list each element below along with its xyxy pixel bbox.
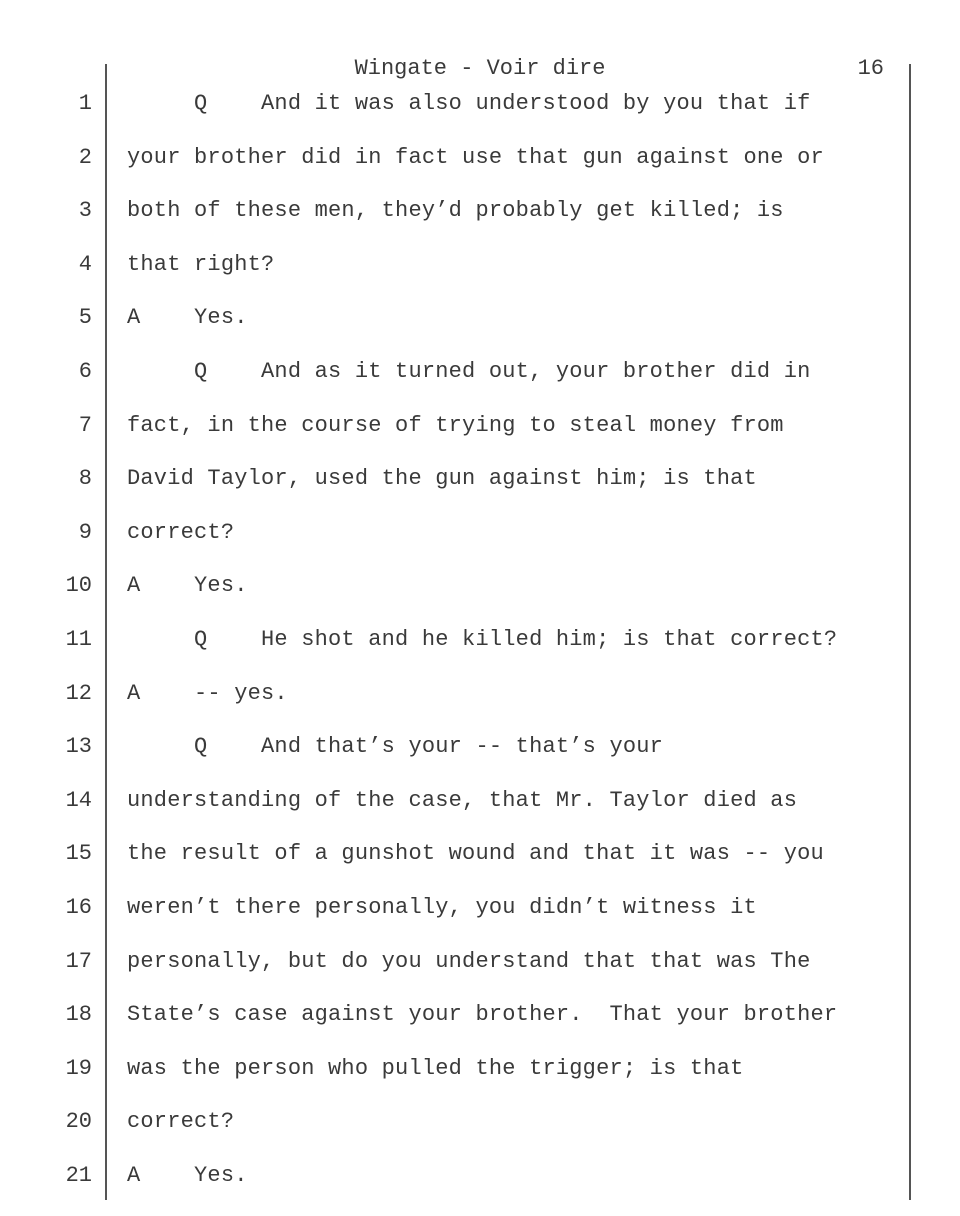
line-number: 8 bbox=[78, 466, 92, 492]
line-number: 6 bbox=[78, 358, 92, 384]
line-number: 20 bbox=[65, 1109, 92, 1135]
line-text: David Taylor, used the gun against him; is that bbox=[127, 466, 757, 492]
transcript-line bbox=[0, 681, 960, 735]
line-number: 7 bbox=[78, 412, 92, 438]
line-number: 16 bbox=[65, 894, 92, 920]
line-text: A Yes. bbox=[127, 1162, 248, 1188]
line-text: A Yes. bbox=[127, 305, 248, 331]
line-number: 19 bbox=[65, 1055, 92, 1081]
line-number: 2 bbox=[78, 144, 92, 170]
transcript-line bbox=[0, 1163, 960, 1216]
transcript-line bbox=[0, 895, 960, 949]
line-number: 14 bbox=[65, 787, 92, 813]
line-number: 5 bbox=[78, 305, 92, 331]
line-text: your brother did in fact use that gun against one or bbox=[127, 144, 824, 170]
line-text: Q And it was also understood by you that if bbox=[127, 91, 811, 116]
line-number: 4 bbox=[78, 251, 92, 277]
line-number: 9 bbox=[78, 519, 92, 545]
transcript-line bbox=[0, 1002, 960, 1056]
line-text: correct? bbox=[127, 1109, 235, 1135]
line-number: 18 bbox=[65, 1002, 92, 1028]
transcript-line bbox=[0, 359, 960, 413]
line-number: 21 bbox=[65, 1162, 92, 1188]
line-text: fact, in the course of trying to steal money from bbox=[127, 412, 784, 438]
page-number: 16 bbox=[857, 56, 884, 81]
transcript-line bbox=[0, 788, 960, 842]
transcript-line bbox=[0, 198, 960, 252]
transcript-lines bbox=[0, 91, 960, 1216]
line-number: 12 bbox=[65, 680, 92, 706]
transcript-line bbox=[0, 145, 960, 199]
line-text: weren’t there personally, you didn’t witness it bbox=[127, 894, 757, 920]
transcript-line bbox=[0, 252, 960, 306]
line-text: both of these men, they’d probably get killed; is bbox=[127, 198, 784, 224]
transcript-line bbox=[0, 520, 960, 574]
line-number: 11 bbox=[65, 626, 92, 652]
transcript-line bbox=[0, 573, 960, 627]
line-text: understanding of the case, that Mr. Taylor died as bbox=[127, 787, 798, 813]
transcript-line bbox=[0, 1109, 960, 1163]
transcript-line bbox=[0, 734, 960, 788]
line-number: 1 bbox=[78, 91, 92, 116]
transcript-line bbox=[0, 627, 960, 681]
line-text: Q And as it turned out, your brother did in bbox=[127, 358, 811, 384]
line-number: 3 bbox=[78, 198, 92, 224]
line-text: correct? bbox=[127, 519, 235, 545]
line-text: State’s case against your brother. That your brother bbox=[127, 1002, 838, 1028]
transcript-line bbox=[0, 91, 960, 145]
line-text: A -- yes. bbox=[127, 680, 288, 706]
line-number: 17 bbox=[65, 948, 92, 974]
line-text: the result of a gunshot wound and that it was -- you bbox=[127, 841, 824, 867]
line-text: personally, but do you understand that that was The bbox=[127, 948, 811, 974]
transcript-line bbox=[0, 466, 960, 520]
transcript-line bbox=[0, 413, 960, 467]
transcript-line bbox=[0, 949, 960, 1003]
line-number: 13 bbox=[65, 734, 92, 760]
transcript-line bbox=[0, 305, 960, 359]
line-text: was the person who pulled the trigger; is that bbox=[127, 1055, 744, 1081]
transcript-line bbox=[0, 1056, 960, 1110]
line-number: 15 bbox=[65, 841, 92, 867]
line-text: that right? bbox=[127, 251, 275, 277]
transcript-line bbox=[0, 841, 960, 895]
line-text: Q He shot and he killed him; is that correct? bbox=[127, 626, 838, 652]
line-text: Q And that’s your -- that’s your bbox=[127, 734, 664, 760]
line-number: 10 bbox=[65, 573, 92, 599]
line-text: A Yes. bbox=[127, 573, 248, 599]
page-header-title: Wingate - Voir dire bbox=[354, 56, 606, 81]
